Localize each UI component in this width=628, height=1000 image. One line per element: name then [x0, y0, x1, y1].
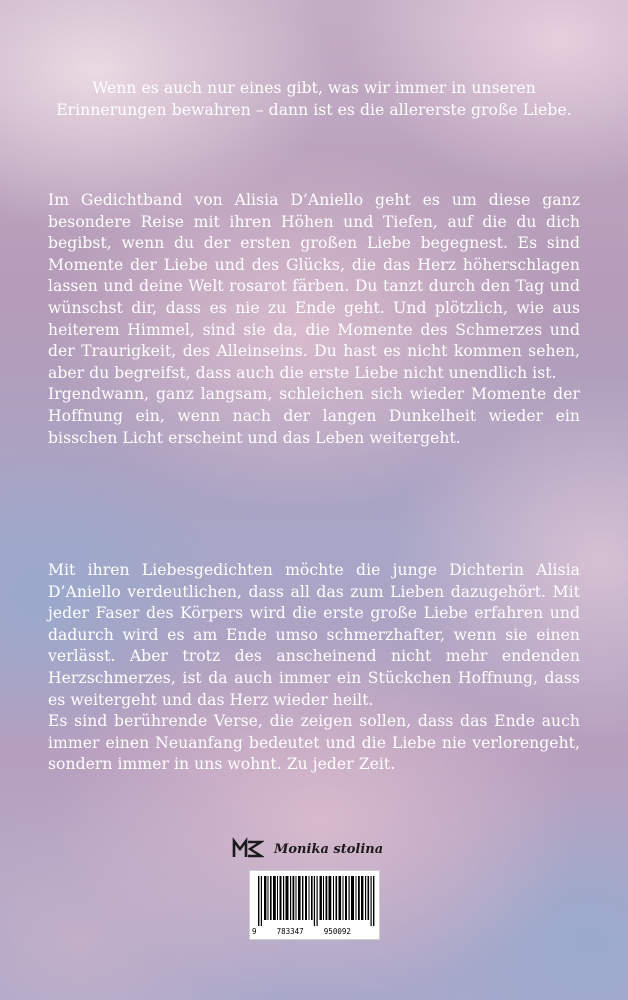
- publisher-name: Monika stolina: [274, 841, 384, 857]
- description-paragraph: Im Gedichtband von Alisia D’Aniello geht es um diese ganz besondere Reise mit ihren Höhen und Tiefen, auf die du dich begibst, wenn du der ersten großen Liebe begegnest. Es sind Momente der Liebe und des Glücks, die das Herz höherschlagen lassen und deine Welt rosarot färben. Du tanzt durch den Tag und wünschst dir, dass es nie zu Ende geht. Und plötzlich, wie aus heiterem Himmel, sind sie da, die Momente des Schmerzes und der Traurigkeit, des Alleinseins. Du hast es nicht kommen sehen, aber du begreifst, dass auch die erste Liebe nicht unendlich ist.: [48, 191, 580, 382]
- barcode-number: [252, 927, 377, 936]
- barcode-group-2: 950092: [323, 927, 351, 936]
- description-paragraph: Mit ihren Liebesgedichten möchte die junge Dichterin Alisia D’Aniello verdeutlichen, dass all das zum Lieben dazugehört. Mit jeder Faser des Körpers wird die erste große Liebe erfahren und dadurch wird es am Ende umso schmerzhafter, wenn sie einen verlässt. Aber trotz des anscheinend nicht mehr endenden Herzschmerzes, ist da auch immer ein Stückchen Hoffnung, dass es weitergeht und das Herz wieder heilt.: [48, 561, 580, 709]
- intro-quote: Wenn es auch nur eines gibt, was wir immer in unseren Erinnerungen bewahren – dann ist es die allererste große Liebe.: [56, 79, 572, 119]
- barcode-bars: [256, 876, 375, 926]
- ms-monogram-icon: [232, 837, 264, 861]
- barcode-digit-first: 9: [252, 927, 257, 936]
- publisher-logo: [232, 835, 383, 863]
- description-block-2: [48, 560, 580, 776]
- description-block-1: [48, 190, 580, 449]
- isbn-barcode: [249, 870, 380, 940]
- barcode-group-1: 783347: [276, 927, 304, 936]
- description-paragraph: Es sind berührende Verse, die zeigen sollen, dass das Ende auch immer einen Neuanfang bedeutet und die Liebe nie verlorengeht, sondern immer in uns wohnt. Zu jeder Zeit.: [48, 712, 580, 774]
- description-paragraph: Irgendwann, ganz langsam, schleichen sich wieder Momente der Hoffnung ein, wenn nach der langen Dunkelheit wieder ein bisschen Licht erscheint und das Leben weitergeht.: [48, 385, 580, 447]
